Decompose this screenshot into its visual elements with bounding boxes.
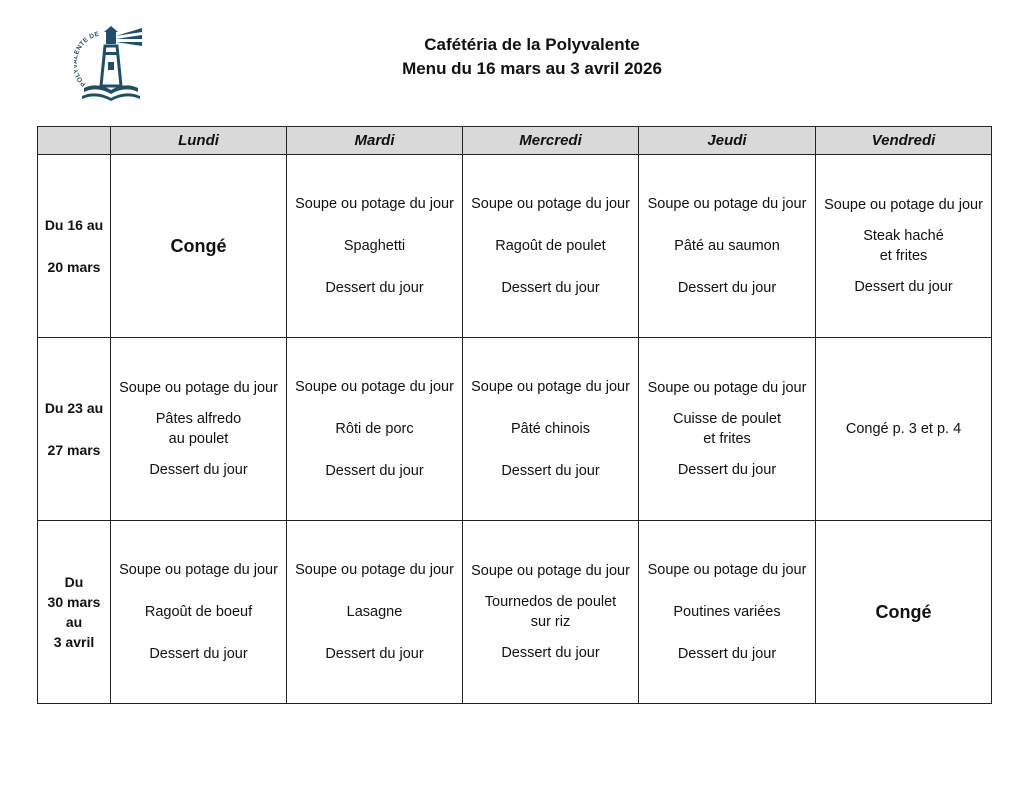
menu-soup: Soupe ou potage du jour (647, 196, 807, 212)
day-header-row (38, 127, 992, 155)
menu-soup: Soupe ou potage du jour (471, 379, 630, 395)
menu-dessert: Dessert du jour (325, 280, 424, 296)
menu-main: Steak haché et frites (863, 228, 944, 264)
week-label-line: au (65, 614, 83, 630)
menu-soup: Soupe ou potage du jour (647, 380, 807, 396)
week-label-line: 20 mars (47, 259, 101, 275)
menu-cell (816, 521, 992, 704)
menu-body (38, 155, 992, 704)
menu-soup: Soupe ou potage du jour (119, 562, 278, 578)
menu-cell (639, 338, 816, 521)
menu-dessert: Dessert du jour (677, 462, 777, 478)
menu-dessert: Dessert du jour (501, 280, 600, 296)
menu-dessert: Dessert du jour (325, 463, 424, 479)
menu-dessert: Dessert du jour (501, 645, 600, 661)
menu-soup: Soupe ou potage du jour (295, 562, 454, 578)
week-label (38, 155, 111, 338)
menu-cell (287, 521, 463, 704)
menu-soup: Soupe ou potage du jour (471, 563, 630, 579)
week-label (38, 338, 111, 521)
menu-cell (639, 521, 816, 704)
week-label (38, 521, 111, 704)
menu-main: Rôti de porc (335, 421, 414, 437)
menu-soup: Soupe ou potage du jour (295, 196, 454, 212)
menu-main: Spaghetti (343, 238, 406, 254)
menu-dessert: Dessert du jour (677, 280, 777, 296)
week-row (38, 338, 992, 521)
day-header: Mercredi (463, 127, 639, 155)
menu-cell (111, 338, 287, 521)
menu-main: Pâtes alfredo au poulet (155, 411, 242, 447)
page-title-block (0, 33, 1024, 81)
week-row (38, 155, 992, 338)
menu-cell (287, 155, 463, 338)
menu-dessert: Dessert du jour (854, 279, 953, 295)
day-header: Lundi (111, 127, 287, 155)
menu-soup: Soupe ou potage du jour (119, 380, 278, 396)
menu-cell (111, 521, 287, 704)
holiday-label: Congé (875, 602, 932, 622)
week-label-line: 30 mars (47, 594, 101, 610)
menu-main: Pâté chinois (511, 421, 590, 437)
menu-dessert: Dessert du jour (149, 462, 248, 478)
menu-soup: Soupe ou potage du jour (824, 197, 983, 213)
day-header: Jeudi (639, 127, 816, 155)
menu-cell (463, 155, 639, 338)
week-row (38, 521, 992, 704)
page-subtitle: Menu du 16 mars au 3 avril 2026 (402, 59, 662, 78)
week-label-line: Du 16 au (44, 217, 104, 233)
svg-text:POLYVALENTE DES ÎLES: POL ENTE DE (74, 30, 101, 88)
corner-cell (38, 127, 111, 155)
menu-main: Tournedos de poulet sur riz (484, 594, 617, 630)
page-title: Cafétéria de la Polyvalente (424, 35, 640, 54)
menu-main: Pâté au saumon (674, 238, 780, 254)
menu-dessert: Dessert du jour (325, 646, 424, 662)
week-label-line: Du 23 au (44, 400, 104, 416)
menu-soup: Soupe ou potage du jour (295, 379, 454, 395)
menu-cell (287, 338, 463, 521)
week-label-line: 27 mars (47, 442, 101, 458)
menu-cell (816, 155, 992, 338)
menu-dessert: Dessert du jour (677, 646, 777, 662)
menu-main: Lasagne (346, 604, 403, 620)
menu-cell (463, 338, 639, 521)
day-header: Mardi (287, 127, 463, 155)
menu-cell (816, 338, 992, 521)
holiday-label: Congé (170, 236, 227, 256)
day-header: Vendredi (816, 127, 992, 155)
menu-cell (639, 155, 816, 338)
menu-dessert: Dessert du jour (501, 463, 600, 479)
menu-main: Cuisse de poulet et frites (672, 411, 781, 447)
week-label-line: 3 avril (53, 634, 95, 650)
menu-main: Poutines variées (673, 604, 781, 620)
menu-main: Ragoût de poulet (495, 238, 606, 254)
week-label-line: Du (64, 574, 84, 590)
menu-cell (111, 155, 287, 338)
holiday-note: Congé p. 3 et p. 4 (845, 421, 962, 437)
menu-dessert: Dessert du jour (149, 646, 248, 662)
menu-main: Ragoût de boeuf (144, 604, 253, 620)
menu-cell (463, 521, 639, 704)
menu-table (37, 126, 992, 704)
menu-soup: Soupe ou potage du jour (471, 196, 630, 212)
menu-soup: Soupe ou potage du jour (647, 562, 807, 578)
